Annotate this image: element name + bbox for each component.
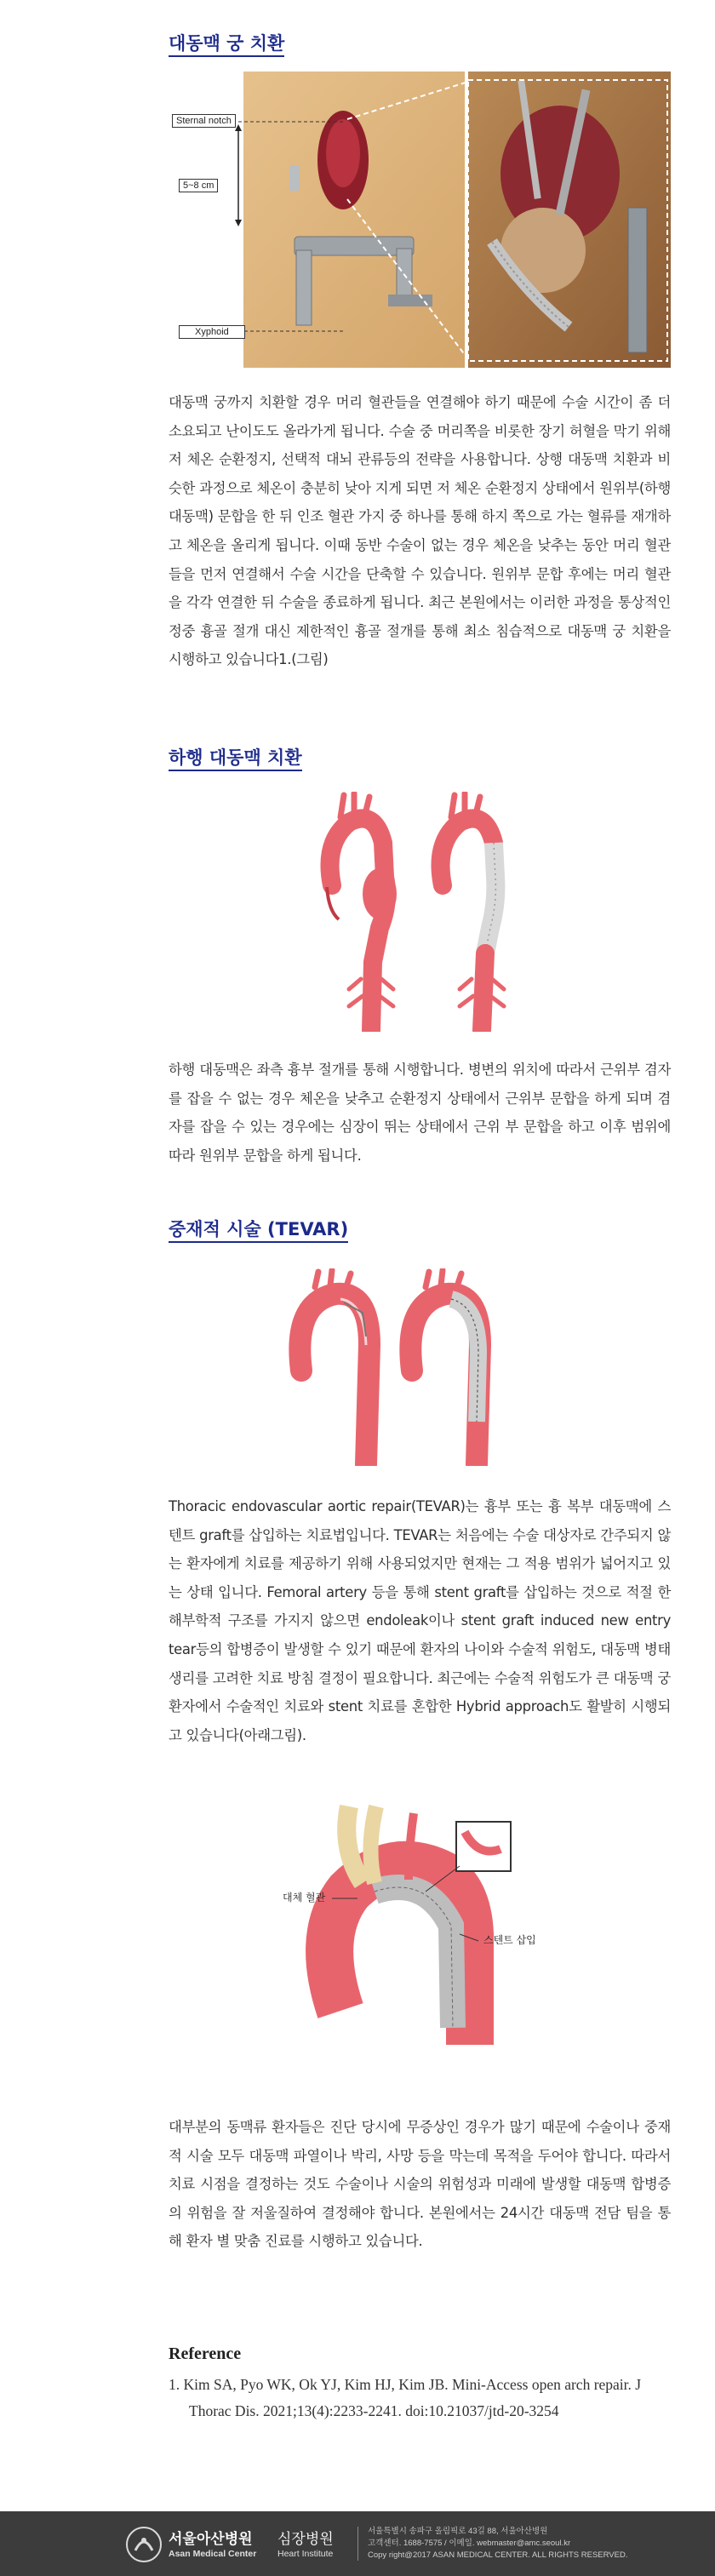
descending-aorta-illustration [315, 792, 519, 1032]
dept-name-kr: 심장병원 [277, 2531, 334, 2548]
surgery-photo [169, 72, 671, 368]
hybrid-approach-illustration [281, 1798, 536, 2045]
hospital-name-kr: 서울아산병원 [169, 2531, 253, 2548]
hospital-name-en: Asan Medical Center [169, 2549, 257, 2559]
reference-title: Reference [169, 2344, 242, 2363]
reference-item: 1. Kim SA, Pyo WK, Ok YJ, Kim HJ, Kim JB. Mini-Access open arch repair. J Thorac Dis. 2021;13(4):2233-2241. doi:10.21037/jtd-20-3254 [169, 2376, 642, 2419]
hospital-logo-icon [126, 2527, 162, 2562]
paragraph-tevar: Thoracic endovascular aortic repair(TEVAR)는 흉부 또는 흉 복부 대동맥에 스텐트 graft를 삽입하는 치료법입니다. TEVAR는 처음에는 수술 대상자로 간주되지 않는 환자에게 치료를 제공하기 위해 사용되었지만 현재는 그 적용 범위가 넓어지고 있는 상태 입니다. Femoral artery 등을 통해 stent graft를 삽입하는 것으로 적절 한 해부학적 구조를 가지지 않으면 endoleak이나 stent graft induced new entry tear등의 합병증이 발생할 수 있기 때문에 환자의 나이와 수술적 위험도, 대동맥 병태 생리를 고려한 치료 방침 결정이 필요합니다. 최근에는 수술적 위험도가 큰 대동맥 궁 환자에서 수술적인 치료와 stent 치료를 혼합한 Hybrid approach도 활발히 시행되고 있습니다(아래그림). [169, 1498, 671, 1743]
label-bypass-vessel: 대체 혈관 [283, 1892, 326, 1903]
footer [0, 2511, 715, 2576]
footer-copyright: Copy right@2017 ASAN MEDICAL CENTER. ALL RIGHTS RESERVED. [368, 2550, 628, 2560]
footer-info [368, 2526, 627, 2562]
paragraph-arch: 대동맥 궁까지 치환할 경우 머리 혈관들을 연결해야 하기 때문에 수술 시간이 좀 더 소요되고 난이도도 올라가게 됩니다. 수술 중 머리쪽을 비롯한 장기 허혈을 막기 위해 저 체온 순환정지, 선택적 대뇌 관류등의 전략을 사용합니다. 상행 대동맥 치환과 비슷한 과정으로 체온이 충분히 낮아 지게 되면 저 체온 순환정지 상태에서 원위부(하행 대동맥) 문합을 한 뒤 인조 혈관 가지 중 하나를 통해 하지 쪽으로 가는 혈류를 재개하고 체온을 올리게 됩니다. 이때 동반 수술이 없는 경우 체온을 낮추는 동안 머리 혈관들을 먼저 연결해서 수술 시간을 단축할 수 있습니다. 원위부 문합 후에는 머리 혈관을 각각 연결한 뒤 수술을 종료하게 됩니다. 최근 본원에서는 이러한 과정을 통상적인 정중 흉골 절개 대신 제한적인 흉골 절개를 통해 최소 침습적으로 대동맥 궁 치환을 시행하고 있습니다1.(그림) [169, 394, 671, 668]
footer-contact: 고객센터. 1688-7575 / 이메일. webmaster@amc.seoul.kr [368, 2539, 571, 2548]
aorta-after-graft-icon [441, 793, 505, 1030]
label-distance: 5~8 cm [179, 179, 218, 192]
label-sternal-notch: Sternal notch [172, 114, 236, 128]
tevar-illustration [284, 1268, 506, 1466]
arch-surgery-photo-figure [169, 72, 671, 368]
aorta-before-icon [327, 793, 397, 1030]
section-title-arch: 대동맥 궁 치환 [169, 32, 284, 57]
label-stent-insertion: 스텐트 삽입 [483, 1934, 536, 1946]
section-title-tevar: 중재적 시술 (TEVAR) [169, 1218, 348, 1243]
paragraph-descending: 하행 대동맥은 좌측 흉부 절개를 통해 시행합니다. 병변의 위치에 따라서 근위부 겸자를 잡을 수 없는 경우 체온을 낮추고 순환정지 상태에서 근위부 문합을 하게 되며 겸자를 잡을 수 있는 경우에는 심장이 뛰는 상태에서 근위 부 문합을 하고 이후 범위에 따라 원위부 문합을 하게 됩니다. [169, 1062, 671, 1164]
tevar-stent-icon [410, 1270, 480, 1464]
dept-name-en: Heart Institute [277, 2549, 334, 2559]
section-title-descending: 하행 대동맥 치환 [169, 747, 302, 771]
label-xyphoid: Xyphoid [179, 325, 245, 339]
footer-address: 서울특별시 송파구 올림픽로 43길 88, 서울아산병원 [368, 2527, 548, 2536]
tevar-before-icon [300, 1270, 369, 1464]
paragraph-tevar-2: 대부분의 동맥류 환자들은 진단 당시에 무증상인 경우가 많기 때문에 수술이나 중재적 시술 모두 대동맥 파열이나 박리, 사망 등을 막는데 목적을 두어야 합니다. 따라서 치료 시점을 결정하는 것도 수술이나 시술의 위험성과 미래에 발생할 대동맥 합병증의 위험을 잘 저울질하여 결정해야 합니다. 본원에서는 24시간 대동맥 전담 팀을 통해 환자 별 맞춤 진료를 시행하고 있습니다. [169, 2119, 671, 2250]
